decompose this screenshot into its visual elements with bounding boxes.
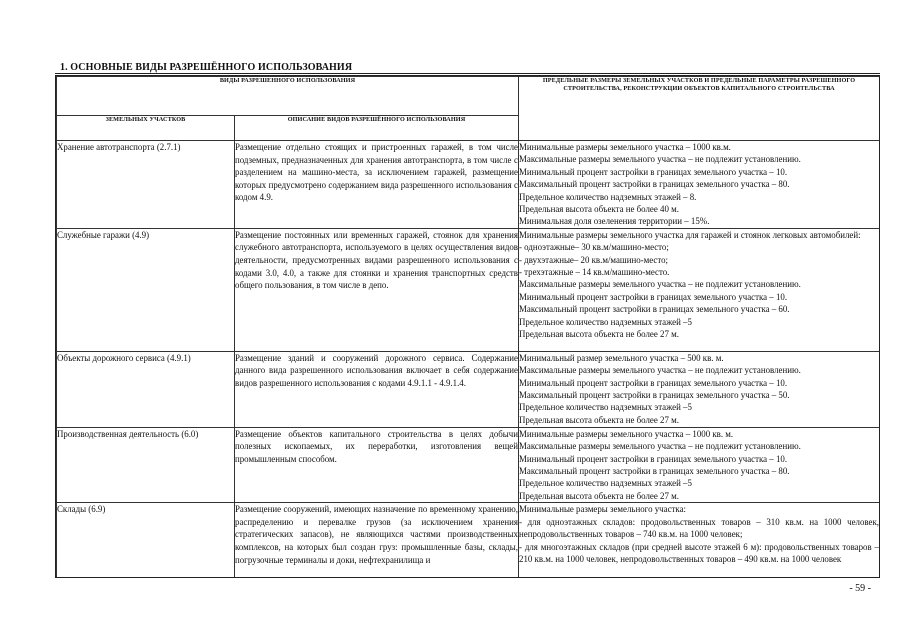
parameter-line: Предельная высота объекта не более 27 м. bbox=[519, 329, 679, 340]
parameter-line: Предельная высота объекта не более 27 м. bbox=[519, 414, 679, 425]
section-rule bbox=[55, 73, 880, 74]
parameter-line: Максимальные размеры земельного участка – не подлежит установлению. bbox=[519, 365, 801, 376]
use-parameters bbox=[519, 427, 880, 502]
parameter-line: Минимальный процент застройки в границах земельного участка – 10. bbox=[519, 377, 788, 388]
parameter-line: Минимальная доля озеленения территории – 15%. bbox=[519, 216, 710, 227]
page-number: - 59 - bbox=[849, 583, 871, 594]
parameter-line: Минимальные размеры земельного участка – 1000 кв.м. bbox=[519, 142, 731, 152]
use-description: Размещение отдельно стоящих и пристроенных гаражей, в том числе подземных, предназначенных для хранения автотранспорта, в том числе с разделением на машино-места, за исключением гаражей, размещение которых предусмотрено содержанием вида разрешенного использования с кодом 4.9. bbox=[235, 141, 519, 229]
table-row bbox=[57, 427, 880, 502]
use-parameters bbox=[519, 141, 880, 229]
use-description: Размещение сооружений, имеющих назначение по временному хранению, распределению и перевалке грузов (за исключением хранения стратегических запасов), не являющихся частями производственных комплексов, на которых был создан груз: промышленные базы, склады, погрузочные терминалы и доки, нефтехранилища и bbox=[235, 503, 519, 578]
parameter-line: - для многоэтажных складов (при средней высоте этажей 6 м): продовольственных товаров – 210 кв.м. на 1000 человек, непродовольственных товаров – 490 кв.м. на 1000 человек bbox=[519, 541, 879, 564]
parameter-intro: Минимальные размеры земельного участка: bbox=[519, 504, 686, 515]
table-row bbox=[57, 503, 880, 578]
header-permitted-uses: ВИДЫ РАЗРЕШЕННОГО ИСПОЛЬЗОВАНИЯ bbox=[57, 77, 519, 116]
parameter-intro: Минимальные размеры земельного участка для гаражей и стоянок легковых автомобилей: bbox=[519, 229, 861, 240]
parameter-line: Максимальный процент застройки в границах земельного участка – 60. bbox=[519, 304, 790, 315]
use-name: Служебные гаражи (4.9) bbox=[57, 228, 235, 351]
parameter-line: - для одноэтажных складов: продовольственных товаров – 310 кв.м. на 1000 человек, непродовольственных товаров – 740 кв.м. на 1000 человек; bbox=[519, 516, 879, 540]
use-name: Хранение автотранспорта (2.7.1) bbox=[57, 141, 235, 229]
use-name: Склады (6.9) bbox=[57, 503, 235, 578]
section-title: 1. ОСНОВНЫЕ ВИДЫ РАЗРЕШЁННОГО ИСПОЛЬЗОВАНИЯ bbox=[60, 62, 353, 73]
regulations-table bbox=[56, 76, 880, 578]
parameter-line: - трехэтажные – 14 кв.м/машино-место. bbox=[519, 267, 670, 278]
parameter-line: Предельное количество надземных этажей –5 bbox=[519, 478, 692, 489]
header-limit-parameters: ПРЕДЕЛЬНЫЕ РАЗМЕРЫ ЗЕМЕЛЬНЫХ УЧАСТКОВ И ПРЕДЕЛЬНЫЕ ПАРАМЕТРЫ РАЗРЕШЕННОГО СТРОИТЕЛЬСТВА, РЕКОНСТРУКЦИИ ОБЪЕКТОВ КАПИТАЛЬНОГО СТРОИТЕЛЬСТВА bbox=[519, 77, 880, 141]
parameter-line: Минимальный размер земельного участка – 500 кв. м. bbox=[519, 352, 724, 363]
use-name: Объекты дорожного сервиса (4.9.1) bbox=[57, 351, 235, 427]
parameter-line: Максимальный процент застройки в границах земельного участка – 80. bbox=[519, 466, 790, 477]
parameter-line: Минимальный процент застройки в границах земельного участка – 10. bbox=[519, 453, 788, 464]
parameter-line: Максимальный процент застройки в границах земельного участка – 80. bbox=[519, 179, 790, 190]
parameter-line: Предельное количество надземных этажей –5 bbox=[519, 316, 692, 327]
parameter-line: Предельное количество надземных этажей – 8. bbox=[519, 191, 697, 202]
parameter-line: Предельная высота объекта не более 40 м. bbox=[519, 204, 679, 215]
parameter-line: Предельная высота объекта не более 27 м. bbox=[519, 490, 679, 501]
parameter-line: Максимальный процент застройки в границах земельного участка – 50. bbox=[519, 390, 790, 401]
header-use-description: ОПИСАНИЕ ВИДОВ РАЗРЕШЁННОГО ИСПОЛЬЗОВАНИЯ bbox=[235, 116, 519, 141]
parameter-line: Максимальные размеры земельного участка – не подлежит установлению. bbox=[519, 279, 801, 290]
use-description: Размещение постоянных или временных гаражей, стоянок для хранения служебного автотранспорта, используемого в целях осуществления видов деятельности, предусмотренных видами разрешенного использования с кодами 3.0, 4.0, а также для стоянки и хранения транспортных средств общего пользования, в том числе в депо. bbox=[235, 228, 519, 351]
use-description: Размещение объектов капитального строительства в целях добычи полезных ископаемых, их переработки, изготовления вещей промышленным способом. bbox=[235, 427, 519, 502]
table-row bbox=[57, 141, 880, 229]
use-parameters bbox=[519, 351, 880, 427]
parameter-line: Минимальный процент застройки в границах земельного участка – 10. bbox=[519, 166, 788, 177]
use-parameters bbox=[519, 228, 880, 351]
parameter-line: - одноэтажные– 30 кв.м/машино-место; bbox=[519, 242, 669, 253]
use-parameters bbox=[519, 503, 880, 578]
parameter-line: Предельное количество надземных этажей –5 bbox=[519, 402, 692, 413]
parameter-line: Минимальные размеры земельного участка – 1000 кв. м. bbox=[519, 428, 734, 439]
header-land-plots: ЗЕМЕЛЬНЫХ УЧАСТКОВ bbox=[57, 116, 235, 141]
parameter-line: Максимальные размеры земельного участка – не подлежит установлению. bbox=[519, 154, 801, 165]
parameter-line: Максимальные размеры земельного участка – не подлежит установлению. bbox=[519, 441, 801, 452]
regulations-table-frame bbox=[55, 75, 880, 578]
use-name: Производственная деятельность (6.0) bbox=[57, 427, 235, 502]
table-row bbox=[57, 351, 880, 427]
parameter-line: - двухэтажные– 20 кв.м/машино-место; bbox=[519, 254, 669, 265]
use-description: Размещение зданий и сооружений дорожного сервиса. Содержание данного вида разрешенного использования включает в себя содержание видов разрешенного использования с кодами 4.9.1.1 - 4.9.1.4. bbox=[235, 351, 519, 427]
parameter-line: Минимальный процент застройки в границах земельного участка – 10. bbox=[519, 291, 788, 302]
table-row bbox=[57, 228, 880, 351]
